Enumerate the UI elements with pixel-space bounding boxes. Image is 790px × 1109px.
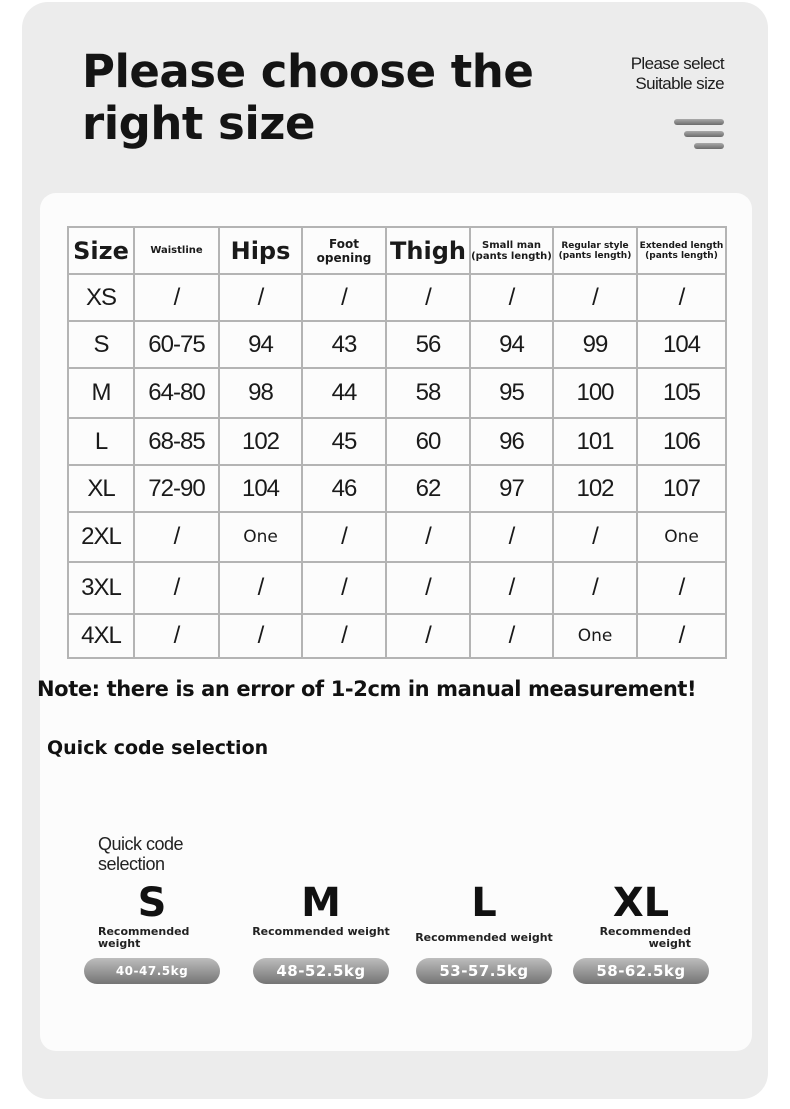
table-cell: 94 bbox=[219, 321, 302, 368]
table-row bbox=[68, 418, 726, 465]
weight-range-pill: 58-62.5kg bbox=[573, 958, 709, 984]
table-cell: 64-80 bbox=[134, 368, 219, 418]
recommended-weight-label: Recommended weight bbox=[252, 925, 390, 938]
header-cell: Extended length (pants length) bbox=[637, 227, 726, 274]
table-cell: 107 bbox=[637, 465, 726, 512]
table-cell: 72-90 bbox=[134, 465, 219, 512]
table-cell: / bbox=[386, 512, 470, 562]
table-cell: 97 bbox=[470, 465, 553, 512]
table-cell: / bbox=[470, 614, 553, 658]
table-cell: 43 bbox=[302, 321, 386, 368]
size-label-cell: XS bbox=[68, 274, 134, 321]
size-label-cell: 2XL bbox=[68, 512, 134, 562]
size-label-cell: XL bbox=[68, 465, 134, 512]
quick-code-size: S bbox=[137, 880, 167, 926]
table-cell: / bbox=[637, 614, 726, 658]
table-cell: / bbox=[553, 512, 637, 562]
page-title bbox=[82, 46, 533, 150]
recommended-weight-label: Recommended weight bbox=[415, 931, 553, 944]
quick-code-label bbox=[98, 834, 183, 874]
table-cell: 105 bbox=[637, 368, 726, 418]
table-cell: 102 bbox=[219, 418, 302, 465]
table-cell: / bbox=[470, 562, 553, 614]
table-cell: / bbox=[553, 274, 637, 321]
table-cell: / bbox=[302, 562, 386, 614]
table-row bbox=[68, 512, 726, 562]
size-label-cell: L bbox=[68, 418, 134, 465]
quick-code-size: XL bbox=[612, 880, 670, 926]
weight-range-pill: 40-47.5kg bbox=[84, 958, 220, 984]
table-cell: 102 bbox=[553, 465, 637, 512]
table-row bbox=[68, 274, 726, 321]
quick-code-xl bbox=[571, 880, 711, 984]
table-cell: One bbox=[219, 512, 302, 562]
table-cell: 106 bbox=[637, 418, 726, 465]
table-cell: / bbox=[302, 274, 386, 321]
table-cell: 98 bbox=[219, 368, 302, 418]
select-size-hint bbox=[631, 54, 724, 94]
table-cell: 44 bbox=[302, 368, 386, 418]
header-cell: Regular style (pants length) bbox=[553, 227, 637, 274]
size-label-cell: 3XL bbox=[68, 562, 134, 614]
header-cell: Foot opening bbox=[302, 227, 386, 274]
table-cell: 95 bbox=[470, 368, 553, 418]
size-label-cell: 4XL bbox=[68, 614, 134, 658]
table-cell: / bbox=[219, 562, 302, 614]
quick-code-l bbox=[414, 880, 554, 984]
table-header-row bbox=[68, 227, 726, 274]
recommended-weight-label: Recommended weight bbox=[599, 925, 691, 950]
table-cell: / bbox=[386, 562, 470, 614]
table-row bbox=[68, 321, 726, 368]
table-cell: / bbox=[302, 512, 386, 562]
table-cell: 100 bbox=[553, 368, 637, 418]
size-chart-table bbox=[67, 226, 727, 659]
table-cell: 46 bbox=[302, 465, 386, 512]
table-cell: / bbox=[386, 614, 470, 658]
size-label-cell: M bbox=[68, 368, 134, 418]
hint-line-2: Suitable size bbox=[635, 74, 724, 93]
title-line-2: right size bbox=[82, 97, 315, 150]
table-cell: / bbox=[386, 274, 470, 321]
table-row bbox=[68, 465, 726, 512]
header-cell: Size bbox=[68, 227, 134, 274]
table-cell: / bbox=[470, 274, 553, 321]
table-cell: 101 bbox=[553, 418, 637, 465]
table-cell: / bbox=[470, 512, 553, 562]
header-cell: Thigh bbox=[386, 227, 470, 274]
quick-code-s bbox=[82, 880, 222, 984]
table-cell: / bbox=[219, 614, 302, 658]
table-cell: / bbox=[134, 512, 219, 562]
table-cell: / bbox=[637, 562, 726, 614]
table-cell: 45 bbox=[302, 418, 386, 465]
weight-range-pill: 48-52.5kg bbox=[253, 958, 389, 984]
table-cell: / bbox=[637, 274, 726, 321]
table-cell: 56 bbox=[386, 321, 470, 368]
table-cell: 62 bbox=[386, 465, 470, 512]
quick-code-m bbox=[251, 880, 391, 984]
table-cell: One bbox=[637, 512, 726, 562]
table-cell: / bbox=[553, 562, 637, 614]
table-cell: 58 bbox=[386, 368, 470, 418]
title-line-1: Please choose the bbox=[82, 45, 534, 98]
size-label-cell: S bbox=[68, 321, 134, 368]
header-cell: Waistline bbox=[134, 227, 219, 274]
table-row bbox=[68, 614, 726, 658]
table-cell: 60 bbox=[386, 418, 470, 465]
quick-label-line-1: Quick code bbox=[98, 834, 184, 854]
table-cell: 60-75 bbox=[134, 321, 219, 368]
table-cell: / bbox=[302, 614, 386, 658]
table-cell: / bbox=[134, 274, 219, 321]
recommended-weight-label: Recommended weight bbox=[98, 925, 190, 950]
hint-line-1: Please select bbox=[630, 54, 724, 73]
quick-code-heading: Quick code selection bbox=[47, 737, 269, 759]
table-cell: 104 bbox=[637, 321, 726, 368]
quick-label-line-2: selection bbox=[98, 854, 165, 874]
table-cell: 94 bbox=[470, 321, 553, 368]
table-cell: / bbox=[219, 274, 302, 321]
quick-code-size: L bbox=[471, 880, 497, 926]
header-cell: Small man (pants length) bbox=[470, 227, 553, 274]
table-cell: One bbox=[553, 614, 637, 658]
measurement-note: Note: there is an error of 1-2cm in manual measurement! bbox=[37, 677, 697, 701]
menu-lines-icon bbox=[672, 119, 724, 155]
table-cell: / bbox=[134, 562, 219, 614]
quick-code-size: M bbox=[301, 880, 341, 926]
table-cell: 68-85 bbox=[134, 418, 219, 465]
table-cell: / bbox=[134, 614, 219, 658]
weight-range-pill: 53-57.5kg bbox=[416, 958, 552, 984]
header-cell: Hips bbox=[219, 227, 302, 274]
table-cell: 99 bbox=[553, 321, 637, 368]
table-cell: 104 bbox=[219, 465, 302, 512]
table-row bbox=[68, 368, 726, 418]
table-cell: 96 bbox=[470, 418, 553, 465]
table-row bbox=[68, 562, 726, 614]
